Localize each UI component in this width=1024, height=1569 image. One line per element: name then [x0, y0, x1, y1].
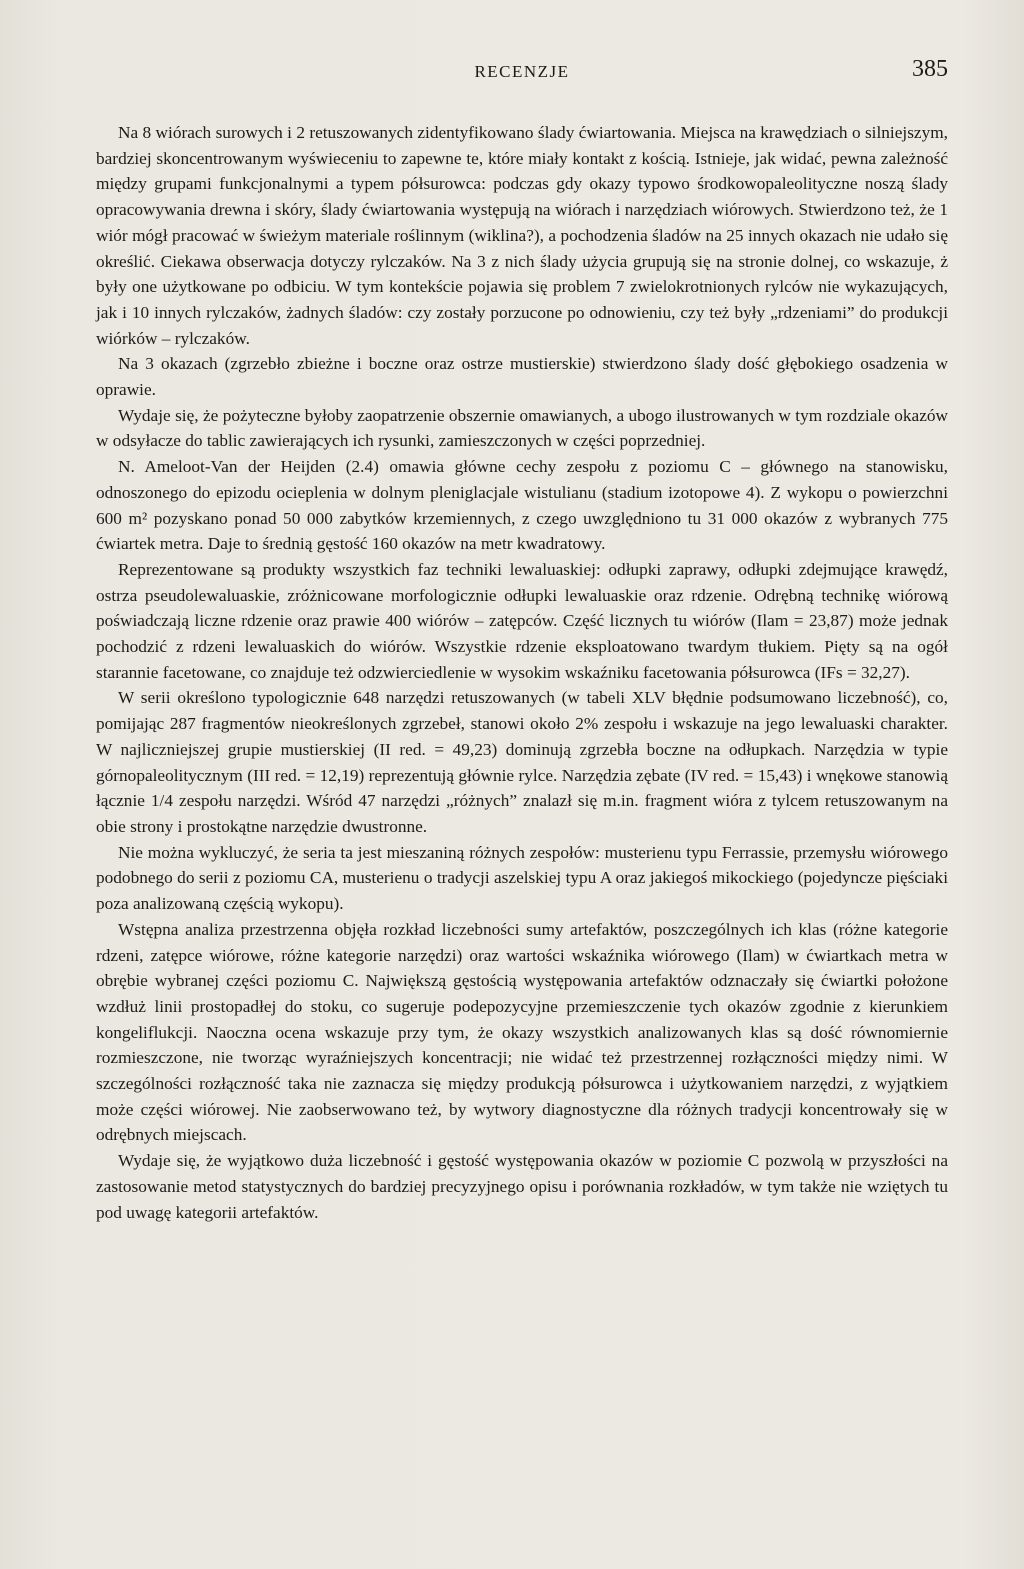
paragraph: W serii określono typologicznie 648 narzędzi retuszowanych (w tabeli XLV błędnie podsumowano liczebność), co, pomijając 287 fragmentów nieokreślonych zgrzebeł, stanowi około 2% zespołu i wskazuje na jego lewaluaski charakter. W najliczniejszej grupie mustierskiej (II red. = 49,23) dominują zgrzebła boczne na odłupkach. Narzędzia w typie górnopaleolitycznym (III red. = 12,19) reprezentują głównie rylce. Narzędzia zębate (IV red. = 15,43) i wnękowe stanowią łącznie 1/4 zespołu narzędzi. Wśród 47 narzędzi „różnych” znalazł się m.in. fragment wióra z tylcem retuszowanym na obie strony i prostokątne narzędzie dwustronne.: [96, 688, 948, 836]
paragraph: Wstępna analiza przestrzenna objęła rozkład liczebności sumy artefaktów, poszczególnych ich klas (różne kategorie rdzeni, zatępce wiórowe, różne kategorie narzędzi) oraz wartości wskaźnika wiórowego (Ilam) w ćwiartkach metra w obrębie wybranej części poziomu C. Największą gęstością występowania artefaktów odznaczały się ćwiartki położone wzdłuż linii prostopadłej do stoku, co sugeruje podepozycyjne przemieszczenie tych okazów zgodnie z kierunkiem kongeliflukcji. Naoczna ocena wskazuje przy tym, że okazy wszystkich analizowanych klas są dość równomiernie rozmieszczone, nie tworząc wyraźniejszych koncentracji; nie widać też przestrzennej rozłączności między nimi. W szczególności rozłączność taka nie zaznacza się między produkcją półsurowca i użytkowaniem narzędzi, z wyjątkiem może części wiórowej. Nie zaobserwowano też, by wytwory diagnostyczne dla różnych tradycji koncentrowały się w odrębnych miejscach.: [96, 919, 948, 1145]
paragraph: Wydaje się, że pożyteczne byłoby zaopatrzenie obszernie omawianych, a ubogo ilustrowanych w tym rozdziale okazów w odsyłacze do tablic zawierających ich rysunki, zamieszczonych w części poprzedniej.: [96, 405, 948, 451]
paragraph: Na 3 okazach (zgrzebło zbieżne i boczne oraz ostrze mustierskie) stwierdzono ślady dość głębokiego osadzenia w oprawie.: [96, 354, 948, 400]
paragraph: Wydaje się, że wyjątkowo duża liczebność i gęstość występowania okazów w poziomie C pozwolą w przyszłości na zastosowanie metod statystycznych do bardziej precyzyjnego opisu i porównania rozkładów, w tym także nie wziętych tu pod uwagę kategorii artefaktów.: [96, 1151, 948, 1222]
paragraph: N. Ameloot-Van der Heijden (2.4) omawia główne cechy zespołu z poziomu C – głównego na stanowisku, odnoszonego do epizodu ocieplenia w dolnym pleniglacjale wistulianu (stadium izotopowe 4). Z wykopu o powierzchni 600 m² pozyskano ponad 50 000 zabytków krzemiennych, z czego uwzględniono tu 31 000 okazów z wybranych 775 ćwiartek metra. Daje to średnią gęstość 160 okazów na metr kwadratowy.: [96, 457, 948, 554]
body-text: [96, 120, 948, 1225]
paragraph: Na 8 wiórach surowych i 2 retuszowanych zidentyfikowano ślady ćwiartowania. Miejsca na krawędziach o silniejszym, bardziej skoncentrowanym wyświeceniu to zapewne te, które miały kontakt z kością. Istnieje, jak widać, pewna zależność między grupami funkcjonalnymi a typem półsurowca: podczas gdy okazy typowo środkowopaleolityczne noszą ślady opracowywania drewna i skóry, ślady ćwiartowania występują na wiórach i narzędziach wiórowych. Stwierdzono też, że 1 wiór mógł pracować w świeżym materiale roślinnym (wiklina?), a pochodzenia śladów na 25 innych okazach nie udało się określić. Ciekawa obserwacja dotyczy rylczaków. Na 3 z nich ślady użycia grupują się na stronie dolnej, co wskazuje, ż były one użytkowane po odbiciu. W tym kontekście pojawia się problem 7 zwielokrotnionych rylców nie wykazujących, jak i 10 innych rylczaków, żadnych śladów: czy zostały porzucone po odnowieniu, czy też były „rdzeniami” do produkcji wiórków – rylczaków.: [96, 123, 948, 348]
page-number: 385: [912, 56, 948, 82]
paragraph: Nie można wykluczyć, że seria ta jest mieszaniną różnych zespołów: musterienu typu Ferrassie, przemysłu wiórowego podobnego do serii z poziomu CA, musterienu o tradycji aszelskiej typu A oraz jakiegoś mikockiego (pojedyncze pięściaki poza analizowaną częścią wykopu).: [96, 842, 948, 914]
page-header: [96, 56, 948, 92]
paragraph: Reprezentowane są produkty wszystkich faz techniki lewaluaskiej: odłupki zaprawy, odłupki zdejmujące krawędź, ostrza pseudolewaluaskie, zróżnicowane morfologicznie odłupki lewaluaskie oraz rdzenie. Odrębną technikę wiórową poświadczają liczne rdzenie oraz prawie 400 wiórów – zatępców. Część licznych tu wiórów (Ilam = 23,87) może jednak pochodzić z rdzeni lewaluaskich do wiórów. Wszystkie rdzenie eksploatowano twardym tłukiem. Pięty są na ogół starannie facetowane, co znajduje też odzwierciedlenie w wysokim wskaźniku facetowania półsurowca (IFs = 32,27).: [96, 559, 948, 682]
running-head: RECENZJE: [474, 62, 570, 81]
